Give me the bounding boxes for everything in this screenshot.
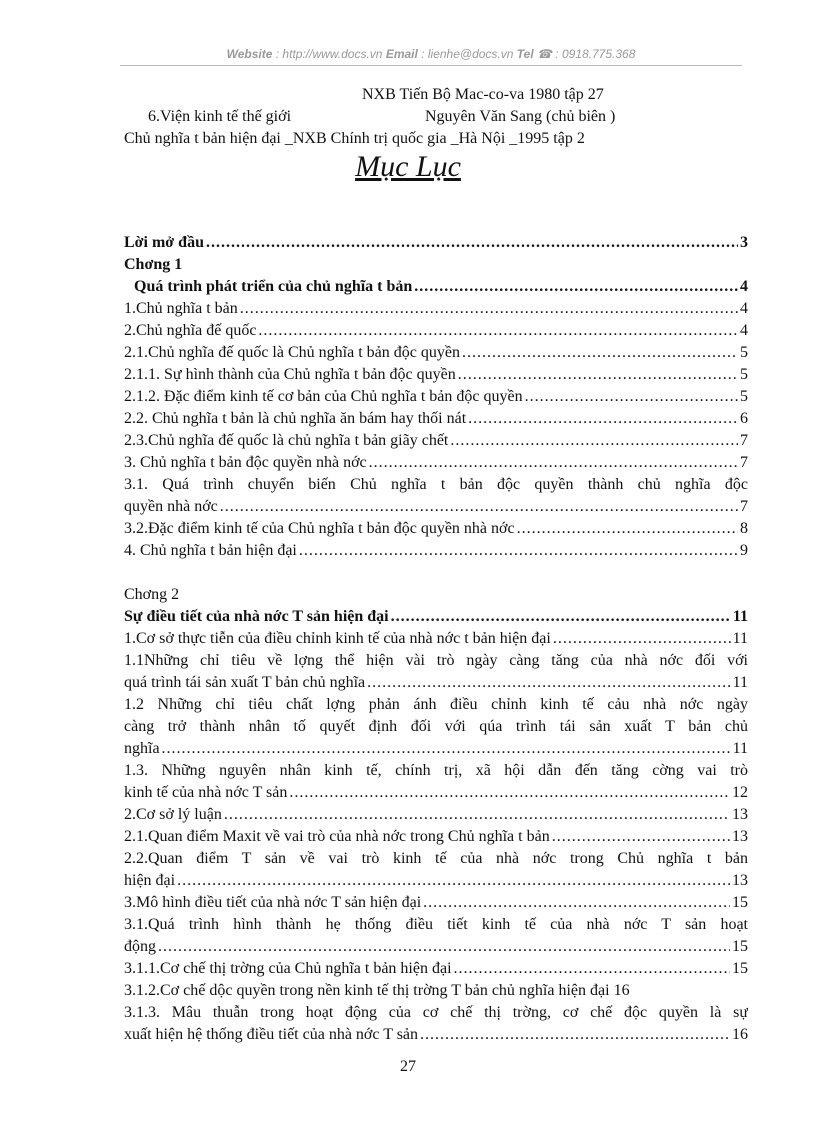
toc-entry[interactable]: 1.Cơ sở thực tiễn của điều chỉnh kinh tế của nhà nớc t bản hiện đại ..... 11 <box>124 628 748 650</box>
toc-entry[interactable]: 2.1.1. Sự hình thành của Chủ nghĩa t bản độc quyền ..... 5 <box>124 364 748 386</box>
toc-entry[interactable]: hiện đại ..... 13 <box>124 870 748 892</box>
page-title: Mục Lục <box>355 150 461 183</box>
toc-entry-chapter-1-title[interactable]: Quá trình phát triển của chủ nghĩa t bản ..... 4 <box>124 276 748 298</box>
reference-line <box>124 106 748 128</box>
toc-entry-wrap-line[interactable]: 1.1Những chỉ tiêu về lợng thể hiện vài trò ngày càng tăng của nhà nớc đối với <box>124 652 748 669</box>
toc-entry-wrap-line[interactable]: 2.2.Quan điểm T sản về vai trò kinh tế của nhà nớc trong Chủ nghĩa t bản <box>124 850 748 867</box>
reference-item: 6.Viện kinh tế thế giới <box>148 108 292 125</box>
toc-entry[interactable]: 3.Mô hình điều tiết của nhà nớc T sản hiện đại ..... 15 <box>124 892 748 914</box>
toc-entry[interactable]: 4. Chủ nghĩa t bản hiện đại ..... 9 <box>124 540 748 562</box>
toc-entry[interactable]: 3. Chủ nghĩa t bản độc quyền nhà nớc ..... 7 <box>124 452 748 474</box>
toc-entry[interactable]: nghĩa ..... 11 <box>124 738 748 760</box>
website-value[interactable]: : http://www.docs.vn <box>275 47 383 61</box>
table-of-contents <box>124 232 748 1046</box>
email-value[interactable]: : lienhe@docs.vn <box>421 47 514 61</box>
reference-author: Nguyên Văn Sang (chủ biên ) <box>425 108 616 125</box>
toc-entry[interactable]: 2.3.Chủ nghĩa đế quốc là chủ nghĩa t bản giãy chết ..... 7 <box>124 430 748 452</box>
toc-entry-wrap-line[interactable]: 3.1.3. Mâu thuẫn trong hoạt động của cơ chế thị trờng, cơ chế độc quyền là sự <box>124 1004 748 1021</box>
toc-entry-chapter-2-title[interactable]: Sự điều tiết của nhà nớc T sản hiện đại ..... 11 <box>124 606 748 628</box>
toc-entry[interactable]: 2.Chủ nghĩa đế quốc ..... 4 <box>124 320 748 342</box>
toc-entry[interactable]: 2.Cơ sở lý luận ..... 13 <box>124 804 748 826</box>
tel-label: Tel <box>516 47 534 61</box>
chapter-2-label: Chơng 2 <box>124 586 180 603</box>
website-label: Website <box>226 47 273 61</box>
toc-entry-wrap-line[interactable]: 3.1.Quá trình hình thành hẹ thống điều tiết kinh tế của nhà nớc T sản hoạt <box>124 916 748 933</box>
toc-entry[interactable]: 3.1.1.Cơ chế thị trờng của Chủ nghĩa t bản hiện đại ..... 15 <box>124 958 748 980</box>
reference-line: NXB Tiến Bộ Mac-co-va 1980 tập 27 <box>362 86 604 103</box>
page-number: 27 <box>400 1058 416 1075</box>
toc-entry[interactable]: 1.Chủ nghĩa t bản ..... 4 <box>124 298 748 320</box>
tel-value: ☎ : 0918.775.368 <box>537 47 636 61</box>
toc-entry-wrap-line[interactable]: 3.1. Quá trình chuyển biến Chủ nghĩa t bản độc quyền thành chủ nghĩa độc <box>124 476 748 493</box>
toc-entry-wrap-line[interactable]: 1.3. Những nguyên nhân kinh tế, chính trị, xã hội dẫn đến tăng cờng vai trò <box>124 762 748 779</box>
toc-entry[interactable]: 3.2.Đặc điểm kinh tế của Chủ nghĩa t bản độc quyền nhà nớc ..... 8 <box>124 518 748 540</box>
toc-entry[interactable]: 2.2. Chủ nghĩa t bản là chủ nghĩa ăn bám hay thối nát ..... 6 <box>124 408 748 430</box>
toc-entry-wrap-line[interactable]: càng trở thành nhân tố quyết định đối với qúa trình tái sản xuất T bản chủ <box>124 718 748 735</box>
toc-entry[interactable]: 2.1.2. Đặc điểm kinh tế cơ bản của Chủ nghĩa t bản độc quyền ..... 5 <box>124 386 748 408</box>
toc-entry[interactable]: xuất hiện hệ thống điều tiết của nhà nớc T sản ..... 16 <box>124 1024 748 1046</box>
toc-entry[interactable]: động ..... 15 <box>124 936 748 958</box>
reference-line: Chủ nghĩa t bản hiện đại _NXB Chính trị quốc gia _Hà Nội _1995 tập 2 <box>124 130 585 147</box>
toc-entry[interactable]: 3.1.2.Cơ chế dộc quyền trong nền kinh tế thị trờng T bản chủ nghĩa hiện đại 16 <box>124 982 630 999</box>
toc-entry[interactable]: quá trình tái sản xuất T bản chủ nghĩa ..... 11 <box>124 672 748 694</box>
references-block <box>124 84 748 150</box>
toc-entry[interactable]: kinh tế của nhà nớc T sản ..... 12 <box>124 782 748 804</box>
chapter-1-label: Chơng 1 <box>124 256 183 273</box>
toc-entry[interactable]: 2.1.Quan điểm Maxit về vai trò của nhà nớc trong Chủ nghĩa t bản ..... 13 <box>124 826 748 848</box>
email-label: Email <box>385 47 418 61</box>
toc-entry-wrap-line[interactable]: 1.2 Những chỉ tiêu chất lợng phản ánh điều chỉnh kinh tế cảu nhà nớc ngày <box>124 696 748 713</box>
toc-entry-intro[interactable]: Lời mở đầu ..... 3 <box>124 232 748 254</box>
page-header <box>120 47 742 66</box>
toc-entry[interactable]: quyền nhà nớc ..... 7 <box>124 496 748 518</box>
section-spacer <box>124 562 748 584</box>
toc-entry[interactable]: 2.1.Chủ nghĩa đế quốc là Chủ nghĩa t bản độc quyền ..... 5 <box>124 342 748 364</box>
